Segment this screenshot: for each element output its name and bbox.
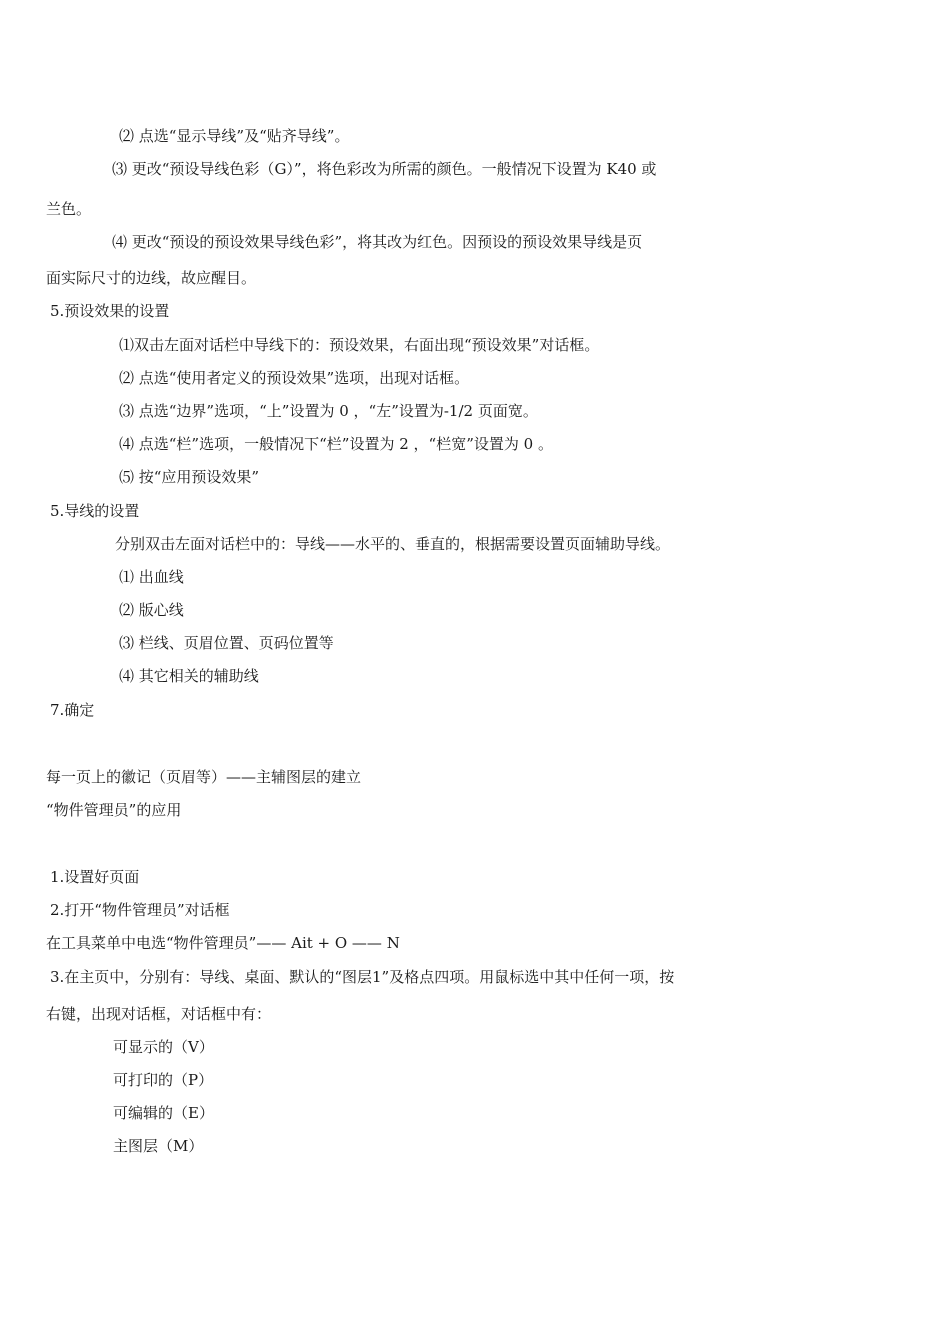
option-visible: 可显示的（V）: [113, 1038, 214, 1056]
option-printable: 可打印的（P）: [113, 1071, 214, 1089]
section-preset-settings: 5.预设效果的设置: [50, 302, 170, 320]
guide-item-bleed: ⑴ 出血线: [119, 568, 184, 586]
option-editable: 可编辑的（E）: [113, 1104, 214, 1122]
guide-item-other: ⑷ 其它相关的辅助线: [119, 667, 259, 685]
heading-master-layer: 每一页上的徽记（页眉等）——主辅图层的建立: [46, 768, 362, 786]
step-guide-color: ⑶ 更改“预设导线色彩（G）”，将色彩改为所需的颜色。一般情况下设置为 K40 或: [112, 160, 657, 178]
om-step-3: 3.在主页中，分别有：导线、桌面、默认的“图层1”及格点四项。用鼠标选中其中任何一项，按: [50, 968, 675, 986]
preset-step-3: ⑶ 点选“边界”选项，“上”设置为 0 ，“左”设置为-1/2 页面宽。: [119, 402, 538, 420]
step-preset-guide-color-cont: 面实际尺寸的边线，故应醒目。: [46, 269, 257, 287]
section-confirm: 7.确定: [50, 701, 95, 719]
om-step-2: 2.打开“物件管理员”对话框: [50, 901, 230, 919]
guide-item-type-area: ⑵ 版心线: [119, 601, 184, 619]
om-step-3-cont: 右键，出现对话框，对话框中有：: [46, 1005, 272, 1023]
step-guide-color-cont: 兰色。: [46, 200, 92, 218]
preset-step-4: ⑷ 点选“栏”选项，一般情况下“栏”设置为 2 ，“栏宽”设置为 0 。: [119, 435, 553, 453]
step-preset-guide-color: ⑷ 更改“预设的预设效果导线色彩”，将其改为红色。因预设的预设效果导线是页: [112, 233, 643, 251]
step-show-guides: ⑵ 点选“显示导线”及“贴齐导线”。: [119, 127, 350, 145]
guide-item-columns: ⑶ 栏线、页眉位置、页码位置等: [119, 634, 334, 652]
guide-settings-intro: 分别双击左面对话栏中的：导线——水平的、垂直的，根据需要设置页面辅助导线。: [115, 535, 671, 553]
om-step-1: 1.设置好页面: [50, 868, 140, 886]
option-master-layer: 主图层（M）: [113, 1137, 204, 1155]
preset-step-2: ⑵ 点选“使用者定义的预设效果”选项，出现对话框。: [119, 369, 470, 387]
heading-object-manager: “物件管理员”的应用: [46, 801, 182, 819]
preset-step-1: ⑴双击左面对话栏中导线下的：预设效果，右面出现“预设效果”对话框。: [119, 336, 600, 354]
preset-step-5: ⑸ 按“应用预设效果”: [119, 468, 260, 486]
section-guide-settings: 5.导线的设置: [50, 502, 140, 520]
om-step-2-detail: 在工具菜单中电选“物件管理员”—— Ait + O —— N: [46, 934, 400, 952]
